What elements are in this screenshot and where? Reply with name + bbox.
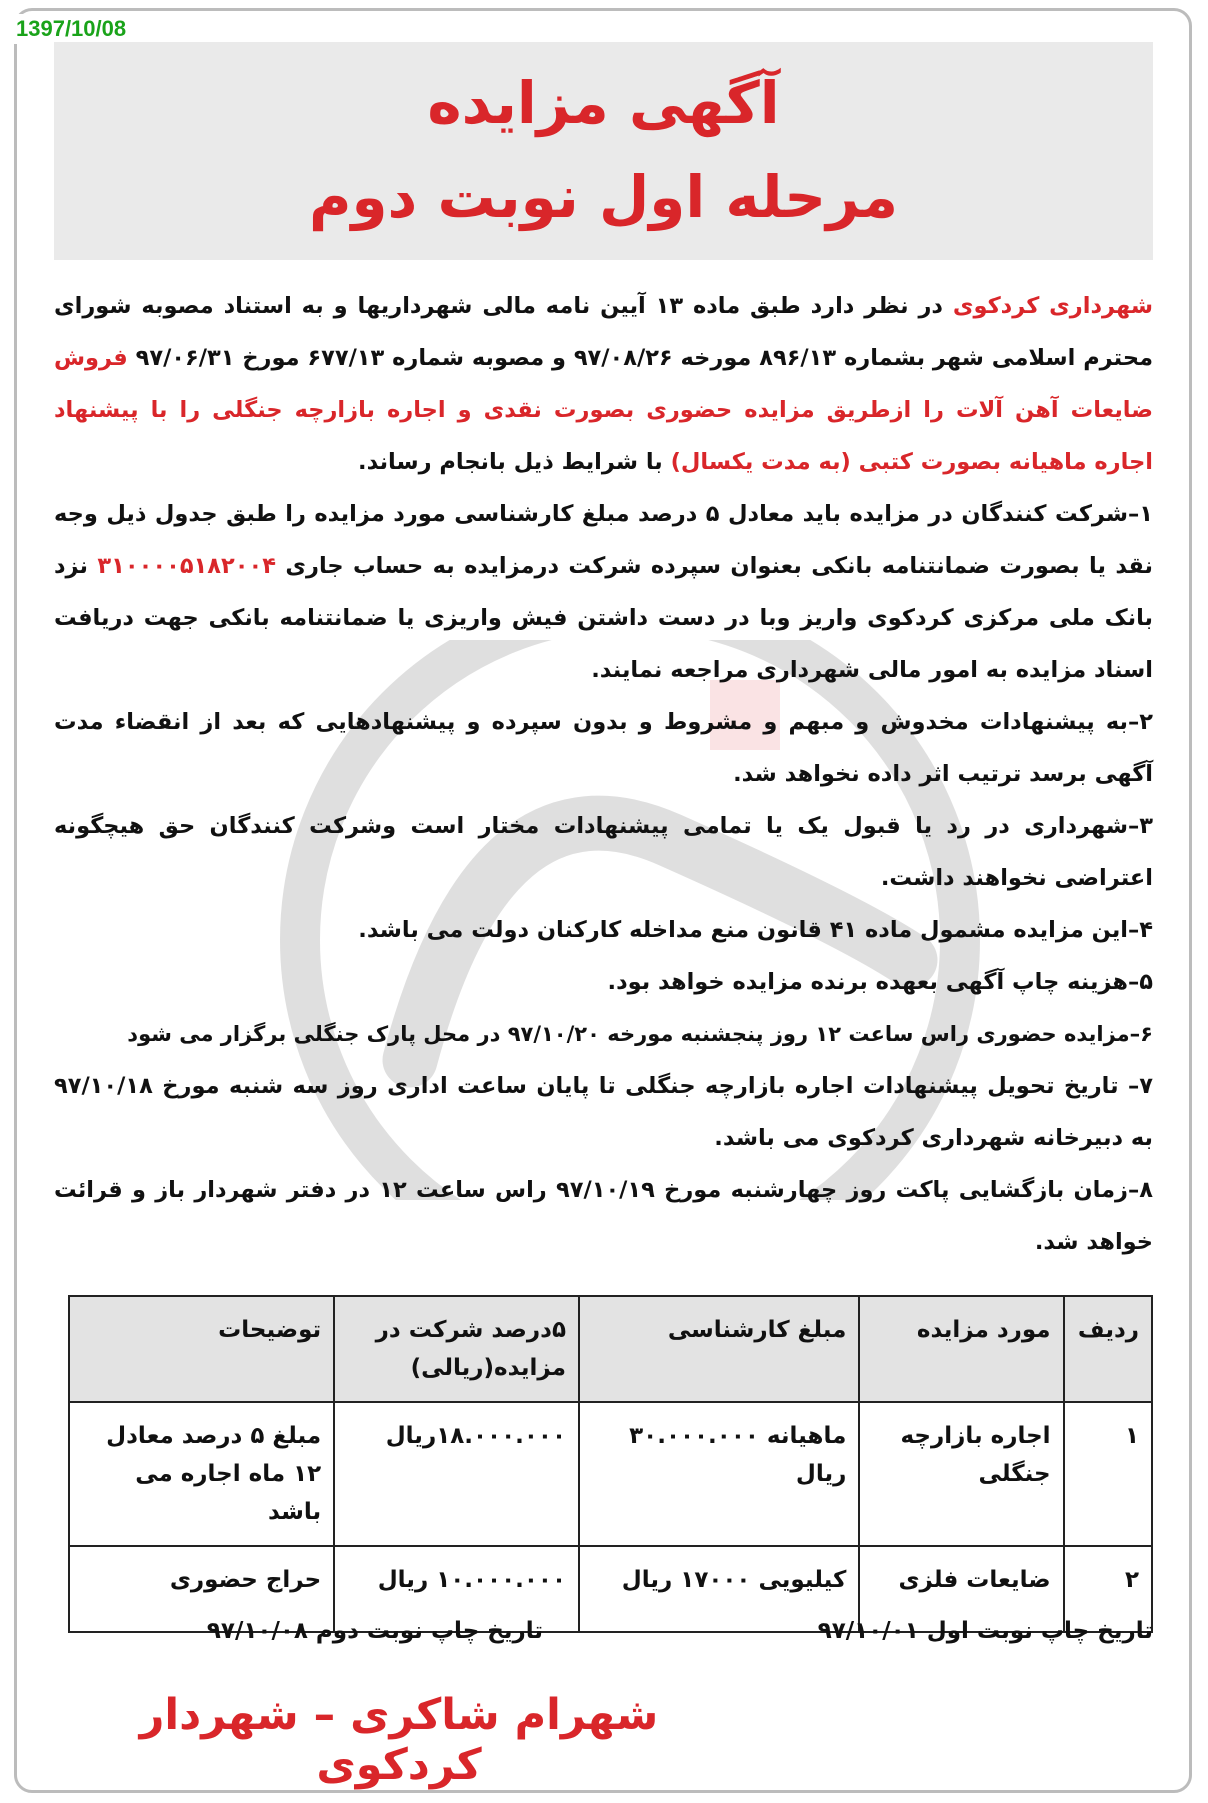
date-stamp: 1397/10/08	[10, 14, 132, 44]
condition-1-part-1: ۱–شرکت کنندگان در مزایده باید معادل ۵ درصد مبلغ کارشناسی مورد مزایده را طبق جدول ذیل وجه نقد یا بصورت ضمانتنامه بانکی بعنوان سپرده شرکت درمزایده به حساب جاری	[54, 501, 1154, 579]
cell-description: مبلغ ۵ درصد معادل ۱۲ ماه اجاره می باشد	[69, 1402, 334, 1546]
condition-3: ۳–شهرداری در رد یا قبول یک یا تمامی پیشنهادات مختار است وشرکت کنندگان حق هیچگونه اعتراضی نخواهند داشت.	[54, 813, 1153, 891]
print-date-second: تاریخ چاپ نوبت دوم ۹۷/۱۰/۰۸	[206, 1618, 543, 1644]
condition-4: ۴–این مزایده مشمول ماده ۴۱ قانون منع مداخله کارکنان دولت می باشد.	[358, 917, 1153, 943]
condition-1	[54, 488, 1153, 696]
cell-auction-item: اجاره بازارچه جنگلی	[859, 1402, 1063, 1546]
bank-account-number: ۳۱۰۰۰۰۵۱۸۲۰۰۴	[97, 553, 276, 579]
cell-deposit: ۱۸.۰۰۰.۰۰۰ریال	[334, 1402, 579, 1546]
header-auction-item: مورد مزایده	[859, 1296, 1063, 1402]
mayor-signature: شهرام شاکری – شهردار کردکوی	[139, 1690, 659, 1790]
cell-auction-item: ضایعات فلزی	[859, 1546, 1063, 1632]
intro-paragraph	[54, 280, 1153, 488]
cell-expert-price: کیلیویی ۱۷۰۰۰ ریال	[579, 1546, 859, 1632]
cell-expert-price: ماهیانه ۳۰.۰۰۰.۰۰۰ ریال	[579, 1402, 859, 1546]
condition-5: ۵–هزینه چاپ آگهی بعهده برنده مزایده خواهد بود.	[607, 969, 1153, 995]
header-row-number: ردیف	[1064, 1296, 1152, 1402]
municipality-name: شهرداری کردکوی	[952, 293, 1153, 319]
intro-text-1: در نظر دارد طبق ماده ۱۳ آیین نامه مالی شهرداریها و به استناد مصوبه شورای محترم اسلامی شهر بشماره ۸۹۶/۱۳ مورخه ۹۷/۰۸/۲۶ و مصوبه شماره ۶۷۷/۱۳ مورخ ۹۷/۰۶/۳۱	[54, 293, 1154, 371]
title-stage: مرحله اول نوبت دوم	[308, 163, 899, 231]
print-date-first: تاریخ چاپ نوبت اول ۹۷/۱۰/۰۱	[817, 1618, 1153, 1644]
condition-6: ۶–مزایده حضوری راس ساعت ۱۲ روز پنجشنبه مورخه ۹۷/۱۰/۲۰ در محل پارک جنگلی برگزار می شود	[127, 1022, 1153, 1046]
header-expert-price: مبلغ کارشناسی	[579, 1296, 859, 1402]
intro-text-2: با شرایط ذیل بانجام رساند.	[358, 449, 671, 475]
cell-row-number: ۱	[1064, 1402, 1152, 1546]
title-box	[54, 42, 1153, 260]
header-deposit: ۵درصد شرکت در مزایده(ریالی)	[334, 1296, 579, 1402]
title-auction: آگهی مزایده	[427, 69, 780, 137]
announcement-body	[54, 280, 1153, 1268]
table-header-row	[69, 1296, 1152, 1402]
condition-1-part-2: نزد بانک ملی مرکزی کردکوی واریز وبا در دست داشتن فیش واریزی یا ضمانتنامه بانکی جهت دریافت اسناد مزایده به امور مالی شهرداری مراجعه نمایند.	[54, 553, 1153, 683]
cell-deposit: ۱۰.۰۰۰.۰۰۰ ریال	[334, 1546, 579, 1632]
table-row	[69, 1402, 1152, 1546]
header-description: توضیحات	[69, 1296, 334, 1402]
condition-8: ۸–زمان بازگشایی پاکت روز چهارشنبه مورخ ۹۷/۱۰/۱۹ راس ساعت ۱۲ در دفتر شهردار باز و قرائت خواهد شد.	[54, 1177, 1153, 1255]
condition-7: ۷– تاریخ تحویل پیشنهادات اجاره بازارچه جنگلی تا پایان ساعت اداری روز سه شنبه مورخ ۹۷/۱۰/۱۸ به دبیرخانه شهرداری کردکوی می باشد.	[54, 1073, 1153, 1151]
sale-text: فروش ضایعات آهن آلات را ازطریق مزایده حضوری بصورت نقدی و اجاره بازارچه جنگلی را با پیشنهاد اجاره ماهیانه بصورت کتبی (به مدت یکسال)	[54, 345, 1153, 475]
auction-table	[68, 1295, 1153, 1633]
condition-2: ۲–به پیشنهادات مخدوش و مبهم و مشروط و بدون سپرده و پیشنهادهایی که بعد از انقضاء مدت آگهی برسد ترتیب اثر داده نخواهد شد.	[54, 709, 1153, 787]
cell-row-number: ۲	[1064, 1546, 1152, 1632]
cell-description: حراج حضوری	[69, 1546, 334, 1632]
